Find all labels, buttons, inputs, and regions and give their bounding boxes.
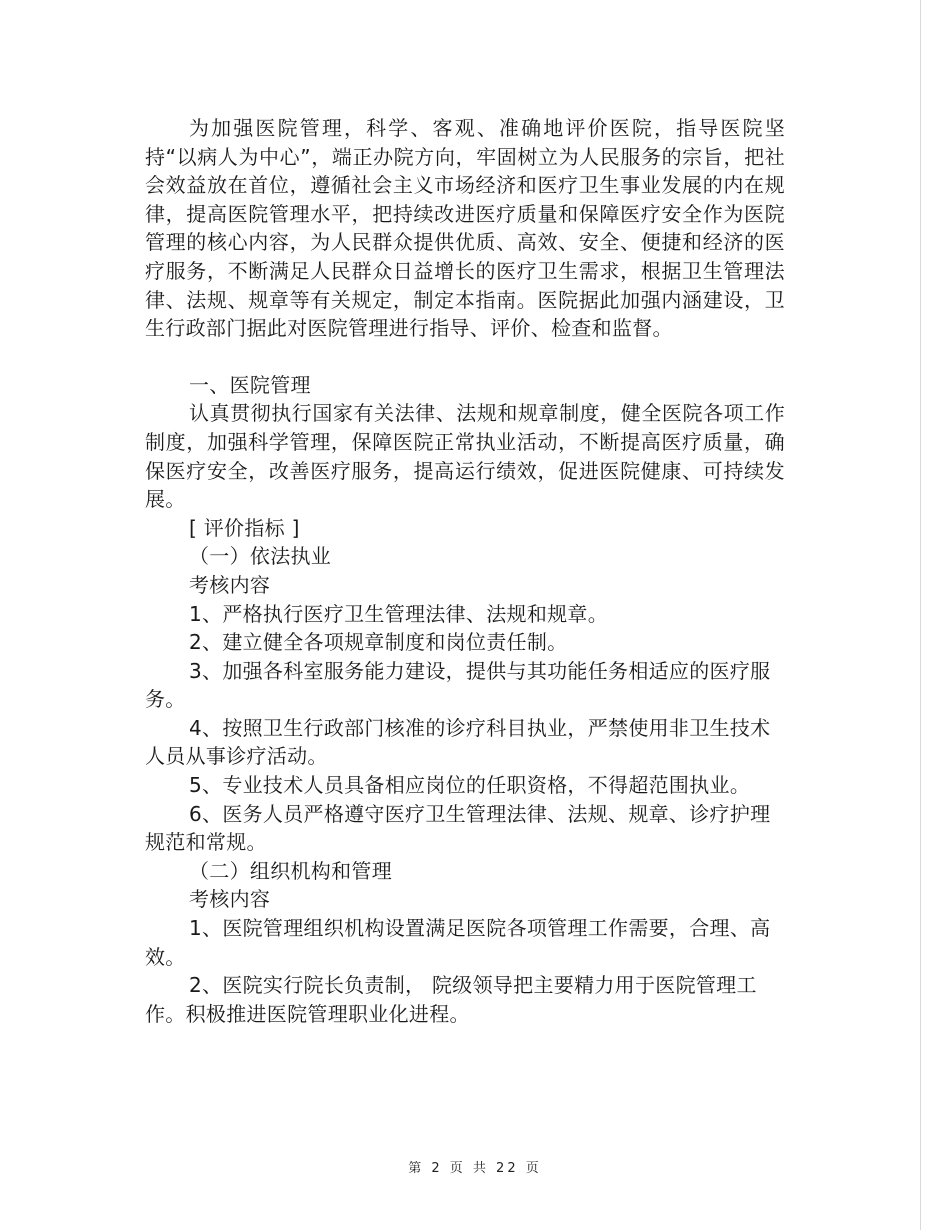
list-item: 5、专业技术人员具备相应岗位的任职资格，不得超范围执业。 — [189, 773, 751, 798]
subsection-heading-organization: （二）组织机构和管理 — [189, 858, 392, 883]
indicator-label: [ 评价指标 ] — [189, 515, 300, 540]
list-item: 1、医院管理组织机构设置满足医院各项管理工作需要，合理、高效。 — [145, 916, 771, 969]
list-item: 2、医院实行院长负责制， 院级领导把主要精力用于医院管理工作。积极推进医院管理职业化进程。 — [145, 973, 757, 1026]
page-number-footer: 第 2 页 共 22 页 — [408, 1161, 542, 1176]
list-item: 4、按照卫生行政部门核准的诊疗科目执业，严禁使用非卫生技术人员从事诊疗活动。 — [145, 715, 771, 769]
page-edge-divider — [920, 0, 921, 1230]
list-item: 6、医务人员严格遵守医疗卫生管理法律、法规、规章、诊疗护理规范和常规。 — [145, 801, 771, 855]
list-item: 2、建立健全各项规章制度和岗位责任制。 — [189, 630, 568, 655]
list-item: 1、严格执行医疗卫生管理法律、法规和规章。 — [189, 601, 609, 626]
section-heading-hospital-management: 一、医院管理 — [189, 372, 311, 397]
subsection-heading-legal-practice: （一）依法执业 — [189, 544, 332, 569]
section-spacer — [145, 343, 785, 371]
section-body-hospital-management: 认真贯彻执行国家有关法律、法规和规章制度，健全医院各项工作制度，加强科学管理，保障医院正常执业活动，不断提高医疗质量，确保医疗安全，改善医疗服务，提高运行绩效，促进医院健康、可持续发展。 — [145, 401, 785, 512]
assessment-content-label: 考核内容 — [189, 887, 271, 912]
list-item: 3、加强各科室服务能力建设，提供与其功能任务相适应的医疗服务。 — [145, 658, 771, 712]
assessment-content-label: 考核内容 — [189, 572, 271, 597]
intro-paragraph: 为加强医院管理，科学、客观、准确地评价医院，指导医院坚持“以病人为中心”，端正办院方向，牢固树立为人民服务的宗旨，把社会效益放在首位，遵循社会主义市场经济和医疗卫生事业发展的内在规律，提高医院管理水平，把持续改进医疗质量和保障医疗安全作为医院管理的核心内容，为人民群众提供优质、高效、安全、便捷和经济的医疗服务，不断满足人民群众日益增长的医疗卫生需求，根据卫生管理法律、法规、规章等有关规定，制定本指南。医院据此加强内涵建设，卫生行政部门据此对医院管理进行指导、评价、检查和监督。 — [145, 116, 785, 341]
document-body — [145, 114, 785, 1028]
